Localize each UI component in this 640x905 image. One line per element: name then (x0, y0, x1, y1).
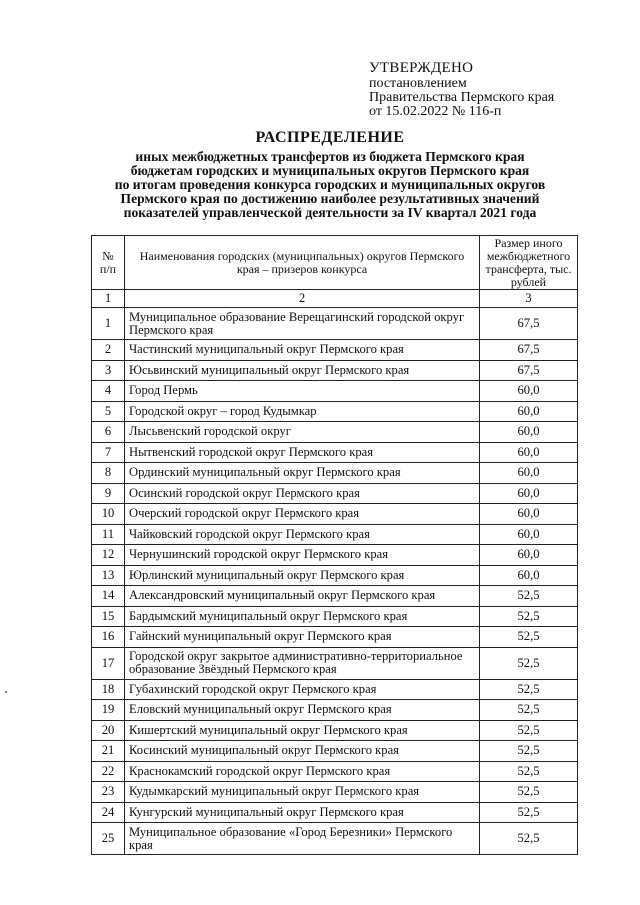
row-num: 4 (92, 381, 125, 402)
row-num: 18 (92, 679, 125, 700)
row-name: Лысьвенский городской округ (125, 422, 480, 443)
approval-date: от 15.02.2022 № 116-п (369, 104, 502, 119)
row-value: 60,0 (480, 545, 578, 566)
row-name: Ординский муниципальный округ Пермского края (125, 463, 480, 484)
row-value: 60,0 (480, 565, 578, 586)
approval-line: Правительства Пермского края (369, 90, 555, 105)
row-name: Юсьвинский муниципальный округ Пермского края (125, 360, 480, 381)
table-row (92, 401, 578, 422)
subtitle-line: бюджетам городских и муниципальных округов Пермского края (130, 163, 530, 178)
table-row (92, 483, 578, 504)
row-value: 52,5 (480, 627, 578, 648)
row-value: 52,5 (480, 606, 578, 627)
table-row (92, 823, 578, 855)
row-value: 52,5 (480, 741, 578, 762)
table-row (92, 360, 578, 381)
table-row (92, 782, 578, 803)
row-name: Городской округ закрытое административно-территориальное образование Звёздный Пермского края (125, 647, 480, 679)
row-name: Муниципальное образование «Город Березники» Пермского края (125, 823, 480, 855)
table-row (92, 308, 578, 340)
row-value: 52,5 (480, 802, 578, 823)
row-value: 52,5 (480, 647, 578, 679)
row-num: 7 (92, 442, 125, 463)
table-row (92, 524, 578, 545)
table-row (92, 700, 578, 721)
table-body (92, 308, 578, 855)
row-name: Городской округ – город Кудымкар (125, 401, 480, 422)
row-value: 60,0 (480, 483, 578, 504)
row-name: Кудымкарский муниципальный округ Пермского края (125, 782, 480, 803)
row-name: Губахинский городской округ Пермского края (125, 679, 480, 700)
scan-speck (5, 691, 7, 693)
subtitle-line: иных межбюджетных трансфертов из бюджета Пермского края (135, 149, 525, 164)
row-value: 60,0 (480, 504, 578, 525)
row-num: 24 (92, 802, 125, 823)
table-row (92, 422, 578, 443)
row-value: 60,0 (480, 463, 578, 484)
row-num: 19 (92, 700, 125, 721)
row-name: Муниципальное образование Верещагинский городской округ Пермского края (125, 308, 480, 340)
index-cell: 3 (480, 290, 578, 308)
row-name: Краснокамский городской округ Пермского края (125, 761, 480, 782)
row-name: Кунгурский муниципальный округ Пермского края (125, 802, 480, 823)
row-num: 15 (92, 606, 125, 627)
table-index-row (92, 290, 578, 308)
header-num: № п/п (92, 236, 125, 290)
table-row (92, 381, 578, 402)
row-name: Очерский городской округ Пермского края (125, 504, 480, 525)
row-num: 25 (92, 823, 125, 855)
table-row (92, 741, 578, 762)
row-num: 10 (92, 504, 125, 525)
row-num: 11 (92, 524, 125, 545)
table-row (92, 340, 578, 361)
row-num: 5 (92, 401, 125, 422)
row-num: 17 (92, 647, 125, 679)
row-name: Бардымский муниципальный округ Пермского края (125, 606, 480, 627)
row-name: Александровский муниципальный округ Пермского края (125, 586, 480, 607)
row-value: 52,5 (480, 761, 578, 782)
row-name: Осинский городской округ Пермского края (125, 483, 480, 504)
row-name: Еловский муниципальный округ Пермского края (125, 700, 480, 721)
row-num: 16 (92, 627, 125, 648)
approval-title: УТВЕРЖДЕНО (369, 60, 474, 76)
table-row (92, 647, 578, 679)
row-name: Кишертский муниципальный округ Пермского края (125, 720, 480, 741)
subtitle-line: Пермского края по достижению наиболее результативных значений (120, 191, 540, 206)
header-value: Размер иного межбюджетного трансферта, тыс. рублей (480, 236, 578, 290)
table-row (92, 606, 578, 627)
approval-stamp (369, 60, 619, 119)
header-name: Наименования городских (муниципальных) округов Пермского края – призеров конкурса (125, 236, 480, 290)
subtitle-line: по итогам проведения конкурса городских и муниципальных округов (114, 177, 546, 192)
row-num: 23 (92, 782, 125, 803)
table-row (92, 504, 578, 525)
row-name: Косинский муниципальный округ Пермского края (125, 741, 480, 762)
row-num: 1 (92, 308, 125, 340)
row-name: Нытвенский городской округ Пермского края (125, 442, 480, 463)
row-value: 52,5 (480, 679, 578, 700)
table-row (92, 761, 578, 782)
index-cell: 1 (92, 290, 125, 308)
distribution-table (91, 235, 578, 855)
row-name: Город Пермь (125, 381, 480, 402)
row-value: 52,5 (480, 782, 578, 803)
row-value: 52,5 (480, 700, 578, 721)
row-num: 22 (92, 761, 125, 782)
row-value: 52,5 (480, 720, 578, 741)
row-name: Гайнский муниципальный округ Пермского края (125, 627, 480, 648)
table-row (92, 720, 578, 741)
row-num: 8 (92, 463, 125, 484)
table-row (92, 463, 578, 484)
table-row (92, 802, 578, 823)
row-num: 9 (92, 483, 125, 504)
index-cell: 2 (125, 290, 480, 308)
subtitle-line: показателей управленческой деятельности за IV квартал 2021 года (123, 205, 537, 220)
row-value: 52,5 (480, 586, 578, 607)
approval-line: постановлением (369, 76, 467, 91)
row-num: 13 (92, 565, 125, 586)
row-value: 60,0 (480, 401, 578, 422)
document-subtitle (60, 150, 600, 220)
row-num: 20 (92, 720, 125, 741)
row-num: 6 (92, 422, 125, 443)
row-num: 3 (92, 360, 125, 381)
row-value: 52,5 (480, 823, 578, 855)
row-value: 67,5 (480, 360, 578, 381)
row-value: 67,5 (480, 340, 578, 361)
row-name: Частинский муниципальный округ Пермского края (125, 340, 480, 361)
row-name: Юрлинский муниципальный округ Пермского края (125, 565, 480, 586)
row-value: 60,0 (480, 381, 578, 402)
row-num: 14 (92, 586, 125, 607)
table-row (92, 627, 578, 648)
table-header-row (92, 236, 578, 290)
row-value: 60,0 (480, 442, 578, 463)
row-num: 2 (92, 340, 125, 361)
row-value: 67,5 (480, 308, 578, 340)
table-row (92, 545, 578, 566)
row-num: 12 (92, 545, 125, 566)
document-title: РАСПРЕДЕЛЕНИЕ (255, 129, 405, 146)
table-row (92, 679, 578, 700)
row-value: 60,0 (480, 524, 578, 545)
row-value: 60,0 (480, 422, 578, 443)
table-row (92, 586, 578, 607)
row-name: Чернушинский городской округ Пермского края (125, 545, 480, 566)
row-num: 21 (92, 741, 125, 762)
table-row (92, 565, 578, 586)
row-name: Чайковский городской округ Пермского края (125, 524, 480, 545)
table-row (92, 442, 578, 463)
document-heading (60, 128, 600, 220)
